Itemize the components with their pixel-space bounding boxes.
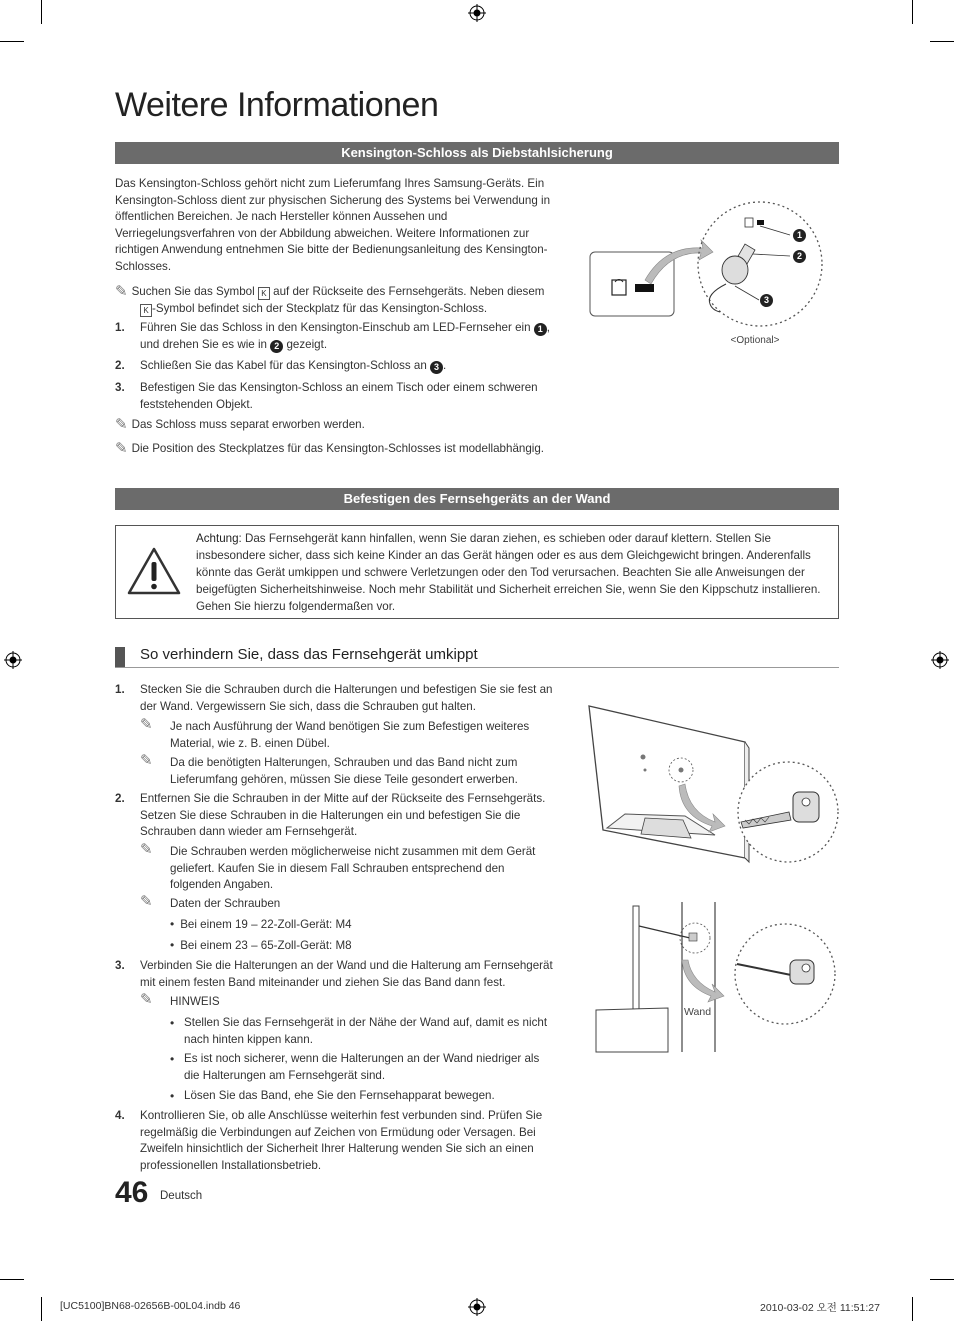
print-file-info: [UC5100]BN68-02656B-00L04.indb 46 [60,1300,241,1312]
registration-mark-icon [931,651,949,669]
note-pencil-icon: ✎ [140,716,153,733]
step-number: 4. [115,1109,125,1122]
registration-mark-icon [4,651,22,669]
page-number: 46 [115,1176,149,1209]
page-title: Weitere Informationen [115,86,439,124]
section-heading-kensington: Kensington-Schloss als Diebstahlsicherung [115,142,839,164]
wall-step-3: Verbinden Sie die Halterungen an der Wand und die Halterung am Fernsehgerät mit einem festen Band miteinander und ziehen Sie das Band dann fest. [140,959,553,989]
callout-2-icon: 2 [793,250,806,263]
kensington-note-2: ✎ Das Schloss muss separat erworben werden. [115,416,365,433]
note-pencil-icon: ✎ [140,752,153,769]
warning-box [115,525,839,619]
step-number: 3. [115,959,125,972]
subheading-text: So verhindern Sie, dass das Fernsehgerät umkippt [140,646,478,663]
step-number: 2. [115,792,125,805]
kensington-note-3: ✎ Die Position des Steckplatzes für das Kensington-Schlosses ist modellabhängig. [115,440,545,457]
wall-step-3-note: ✎ HINWEIS [140,991,220,1008]
kensington-step-3: Befestigen Sie das Kensington-Schloss an einem Tisch oder einem schweren feststehenden Objekt. [140,381,538,411]
print-date-info: 2010-03-02 오전 11:51:27 [760,1302,880,1314]
wall-hint-bullet-3: • Lösen Sie das Band, ehe Sie den Fernsehapparat bewegen. [170,1089,495,1103]
callout-3-icon: 3 [760,294,773,307]
wall-step-1: Stecken Sie die Schrauben durch die Halterungen und befestigen Sie sie fest an der Wand. Vergewissern Sie sich, dass die Schrauben gut halten. [140,683,553,713]
wall-step-2: Entfernen Sie die Schrauben in der Mitte auf der Rückseite des Fernsehgeräts. Setzen Sie diese Schrauben in die Halterungen ein und befestigen Sie die Schrauben dann wieder am Fernsehgerät. [140,792,546,838]
callout-3-icon: 3 [430,361,443,374]
wall-step-1-note-1: ✎ Je nach Ausführung der Wand benötigen Sie zum Befestigen weiteres Material, wie z. B. einen Dübel. [140,716,530,750]
subheading [115,645,839,668]
crop-mark [912,0,913,24]
subheading-marker [115,647,125,667]
registration-mark-icon [468,1298,486,1316]
wall-step-2-note-1: ✎ Die Schrauben werden möglicherweise nicht zusammen mit dem Gerät geliefert. Kaufen Sie in diesem Fall Schrauben entsprechend den folgenden Angaben. [140,841,536,891]
kensington-symbol-icon: K [258,287,270,300]
crop-mark [930,41,954,42]
crop-mark [930,1279,954,1280]
figure-caption: <Optional> [730,335,780,346]
wall-screw-bullet-1: • Bei einem 19 – 22-Zoll-Gerät: M4 [170,917,352,931]
step-number: 1. [115,321,125,334]
kensington-illustration [585,200,825,340]
step-number: 1. [115,683,125,696]
wall-hint-bullet-1: • Stellen Sie das Fernsehgerät in der Nähe der Wand auf, damit es nicht nach hinten kippen kann. [170,1016,548,1046]
kensington-symbol-icon: K [140,304,152,317]
crop-mark [41,1297,42,1321]
kensington-step-2: Schließen Sie das Kabel für das Kensington-Schloss an 3 . [140,359,447,372]
wall-hint-bullet-2: • Es ist noch sicherer, wenn die Halterungen an der Wand niedriger als die Halterungen am Fernsehgerät sind. [170,1052,540,1082]
warning-text: Achtung: Das Fernsehgerät kann hinfallen, wenn Sie daran ziehen, es schieben oder darauf klettern. Stellen Sie insbesondere sicher, dass sich keine Kinder an das Gerät hängen oder es aus dem Gleichgewicht bringen. Anderenfalls könnte das Gerät umkippen und schwere Verletzungen oder den Tod verursachen. Beachten Sie alle Anweisungen der beigefügten Sicherheitshinweise. Noch mehr Stabilität und Sicherheit erreichen Sie, wenn Sie den Kippschutz installieren. Gehen Sie hierzu folgendermaßen vor. [196,532,821,613]
crop-mark [41,0,42,24]
page-language: Deutsch [160,1190,203,1202]
section-heading-wall: Befestigen des Fernsehgeräts an der Wand [115,488,839,510]
warning-triangle-icon [126,546,182,596]
wall-label: Wand [684,1006,712,1018]
note-pencil-icon: ✎ [140,841,153,858]
step-number: 3. [115,381,125,394]
wall-strap-illustration [590,900,840,1055]
kensington-intro: Das Kensington-Schloss gehört nicht zum Lieferumfang Ihres Samsung-Geräts. Ein Kensington-Schloss dient zur physischen Sicherung des Systems bei Verwendung in öffentlichen Bereichen. Je nach Hersteller können Aussehen und Verriegelungsverfahren von der Abbildung abweichen. Weitere Informationen zur richtigen Anwendung entnehmen Sie bitte der Bedienungsanleitung des Kensington-Schlosses. [115,177,551,273]
note-pencil-icon: ✎ [140,893,153,910]
wall-screw-bullet-2: • Bei einem 23 – 65-Zoll-Gerät: M8 [170,938,352,952]
wall-step-2-note-2: ✎ Daten der Schrauben [140,893,281,910]
note-pencil-icon: ✎ [115,416,128,433]
callout-1-icon: 1 [534,323,547,336]
registration-mark-icon [468,4,486,22]
crop-mark [0,1279,24,1280]
step-number: 2. [115,359,125,372]
note-pencil-icon: ✎ [115,440,128,457]
note-pencil-icon: ✎ [140,991,153,1008]
kensington-note-symbol: ✎ Suchen Sie das Symbol K auf der Rückseite des Fernsehgeräts. Neben diesem K -Symbol befindet sich der Steckplatz für das Kensington-Schloss. [115,283,545,315]
tv-back-illustration [585,700,840,870]
kensington-step-1: Führen Sie das Schloss in den Kensington-Einschub am LED-Fernseher ein 1 , und drehen Sie es wie in 2 gezeigt. [140,321,551,351]
callout-2-icon: 2 [270,340,283,353]
note-pencil-icon: ✎ [115,283,128,300]
wall-step-4: Kontrollieren Sie, ob alle Anschlüsse weiterhin fest verbunden sind. Prüfen Sie regelmäßig die Verbindungen auf Zeichen von Ermüdung oder Versagen. Bei Zweifeln hinsichtlich der Sicherheit Ihrer Halterung wenden Sie sich an einen professionellen Installationsbetrieb. [140,1109,543,1172]
crop-mark [0,41,24,42]
wall-step-1-note-2: ✎ Da die benötigten Halterungen, Schrauben und das Band nicht zum Lieferumfang gehören, müssen Sie diese Teile gesondert erwerben. [140,752,518,786]
crop-mark [912,1297,913,1321]
callout-1-icon: 1 [793,229,806,242]
